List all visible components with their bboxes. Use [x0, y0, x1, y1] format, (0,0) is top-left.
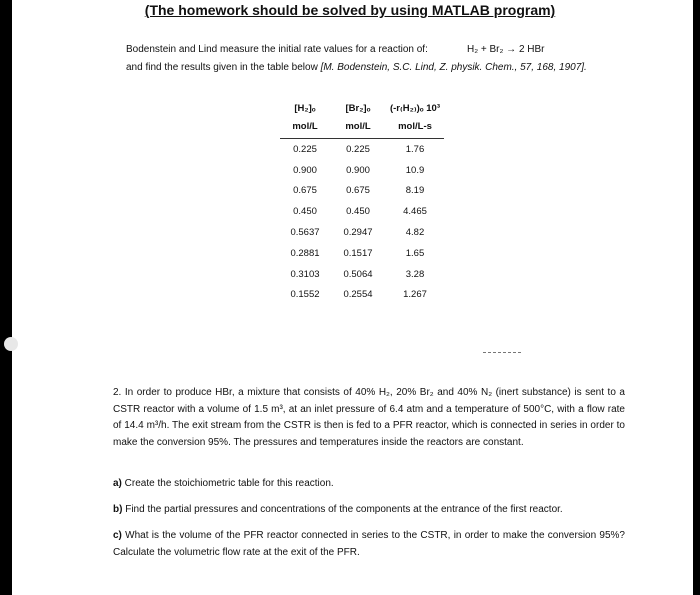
cell-h2: 0.1552 — [290, 289, 320, 301]
unit-br2: mol/L — [330, 114, 386, 139]
cell-br2: 0.2947 — [343, 227, 373, 239]
intro-line-1: Bodenstein and Lind measure the initial rate values for a reaction of: — [126, 44, 428, 55]
header-rate: (-r₍H₂₎)ₒ 10³ — [389, 103, 440, 114]
cell-rate: 1.267 — [403, 289, 427, 301]
cell-br2: 0.450 — [346, 206, 370, 218]
cell-h2: 0.5637 — [290, 227, 320, 239]
question-2b — [113, 502, 625, 519]
table-row — [280, 243, 444, 264]
part-b-text: Find the partial pressures and concentrations of the components at the entrance of the first reactor. — [122, 504, 563, 515]
cell-rate: 10.9 — [405, 164, 425, 176]
cell-rate: 4.82 — [405, 227, 425, 239]
table-row — [280, 264, 444, 285]
question-2a — [113, 476, 625, 493]
cell-br2: 0.675 — [346, 185, 370, 197]
table-row — [280, 139, 444, 160]
part-a-label: a) — [113, 478, 122, 489]
part-c-text: What is the volume of the PFR reactor connected in series to the CSTR, in order to make the conversion 95%? Calculate the volumetric flow rate at the exit of the PFR. — [113, 530, 625, 558]
cell-h2: 0.2881 — [290, 247, 320, 259]
part-a-text: Create the stoichiometric table for this reaction. — [121, 478, 334, 489]
part-c-label: c) — [113, 530, 122, 541]
cell-br2: 0.225 — [346, 143, 370, 155]
question-2c — [113, 528, 625, 561]
reaction-equation: H₂ + Br₂ → 2 HBr — [467, 44, 545, 55]
cell-br2: 0.2554 — [343, 289, 373, 301]
cell-h2: 0.900 — [293, 164, 317, 176]
cell-br2: 0.900 — [346, 164, 370, 176]
cell-rate: 1.76 — [405, 143, 425, 155]
cell-br2: 0.5064 — [343, 268, 373, 280]
cell-rate: 1.65 — [405, 247, 425, 259]
question-2-text: 2. In order to produce HBr, a mixture that consists of 40% H₂, 20% Br₂ and 40% N₂ (inert substance) is sent to a CSTR reactor with a volume of 1.5 m³, at an inlet pressure of 6.4 atm and a temperature of 500°C, with a flow rate of 14.4 m³/h. The exit stream from the CSTR is then is fed to a PFR reactor, which is connected in series in order to make the conversion 95%. The pressures and temperatures inside the reactors are constant. — [113, 387, 625, 448]
cell-rate: 3.28 — [405, 268, 425, 280]
rate-data-table — [280, 92, 444, 305]
cell-rate: 8.19 — [405, 185, 425, 197]
cell-h2: 0.450 — [293, 206, 317, 218]
part-b-label: b) — [113, 504, 123, 515]
table-row — [280, 201, 444, 222]
left-dark-border — [0, 0, 12, 595]
unit-h2: mol/L — [280, 114, 330, 139]
cell-h2: 0.675 — [293, 185, 317, 197]
intro-line-2 — [126, 62, 587, 73]
cell-br2: 0.1517 — [343, 247, 373, 259]
table-row — [280, 160, 444, 181]
cell-h2: 0.3103 — [290, 268, 320, 280]
page-break-divider — [483, 352, 521, 353]
intro-line-2-text: and find the results given in the table below — [126, 62, 321, 73]
edge-marker — [4, 337, 18, 351]
unit-rate: mol/L-s — [386, 114, 444, 139]
header-h2: [H₂]ₒ — [294, 103, 316, 114]
cell-rate: 4.465 — [403, 206, 427, 218]
cell-h2: 0.225 — [293, 143, 317, 155]
header-br2: [Br₂]ₒ — [345, 103, 371, 114]
citation: [M. Bodenstein, S.C. Lind, Z. physik. Chem., 57, 168, 1907]. — [320, 62, 587, 73]
page-title: (The homework should be solved by using MATLAB program) — [144, 2, 556, 18]
table-row — [280, 285, 444, 306]
table-row — [280, 181, 444, 202]
right-dark-border — [693, 0, 700, 595]
table-row — [280, 222, 444, 243]
